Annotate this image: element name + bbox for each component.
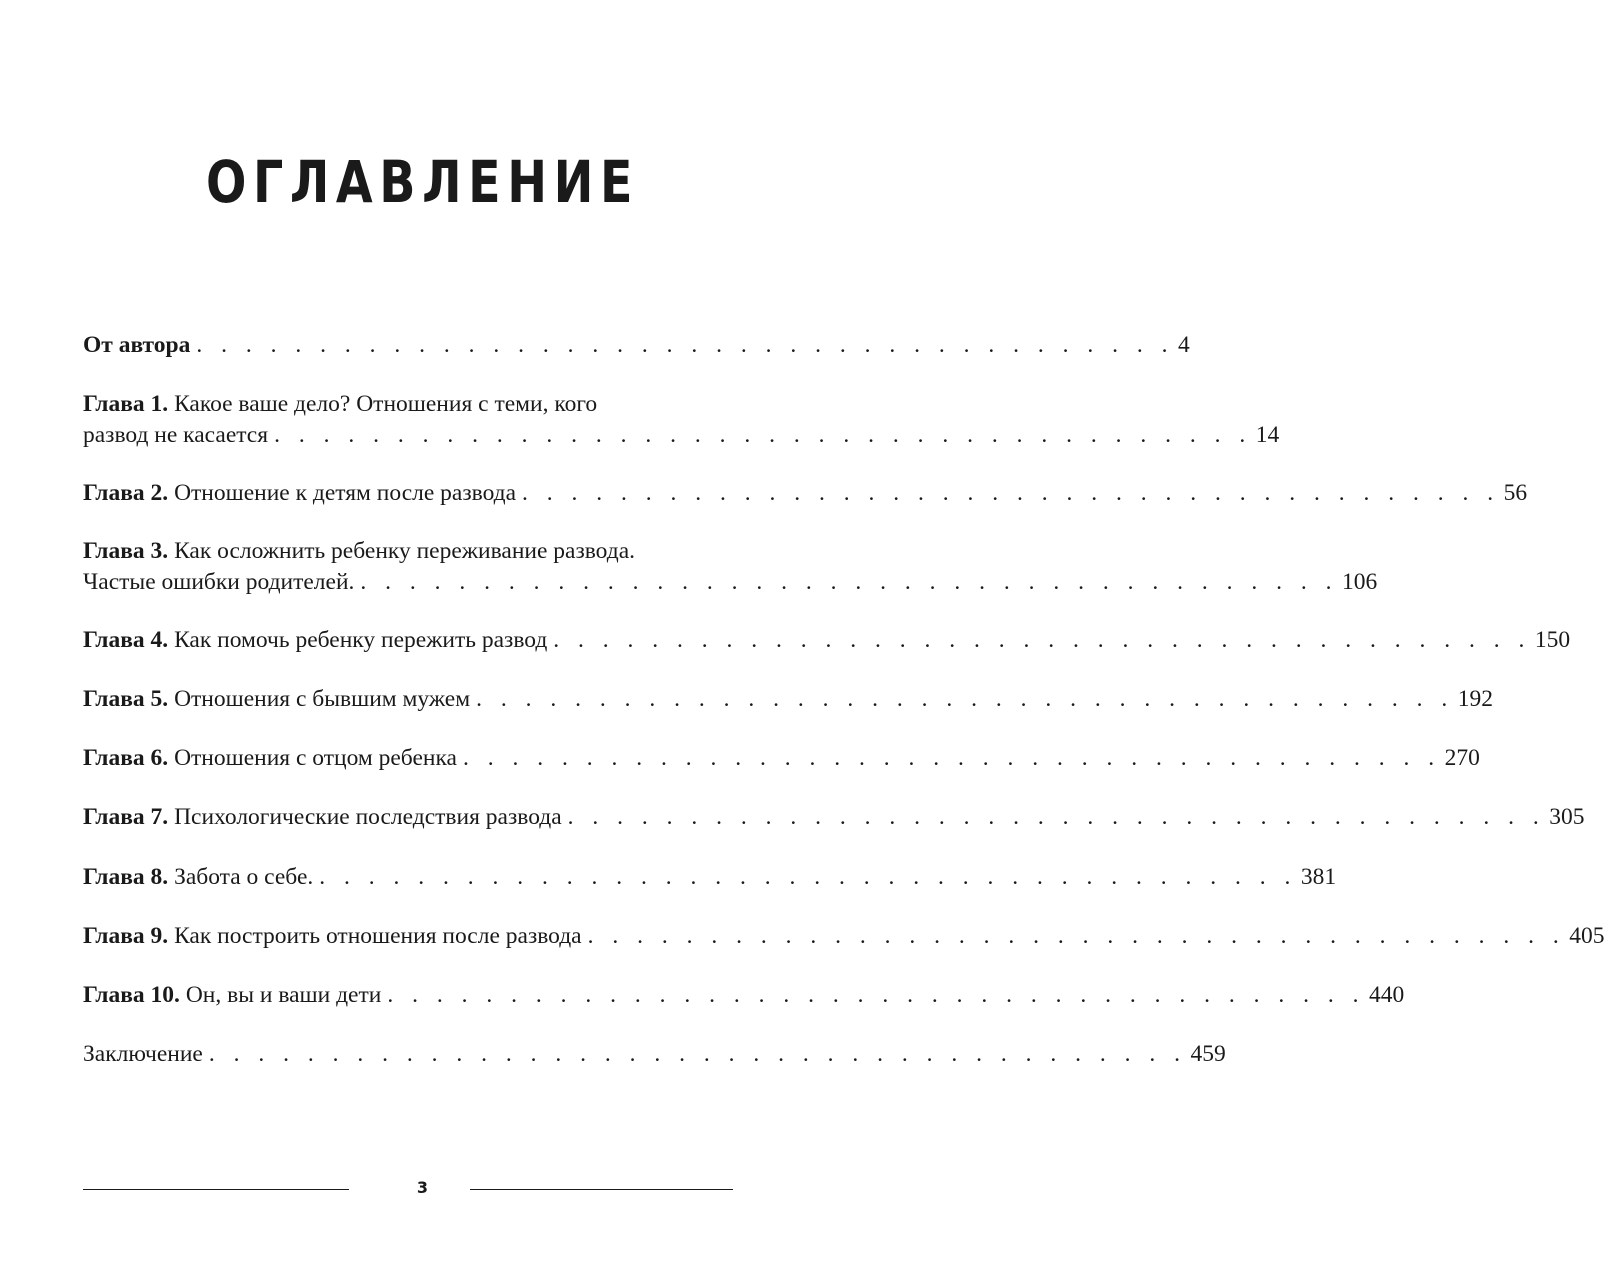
toc-entry-title: Какое ваше дело? Отношения с теми, кого — [174, 391, 598, 417]
toc-entry-page: 305 — [1549, 804, 1585, 830]
dot-leader: . . . . . . . . . . . . . . . . . . . . . . . . . . . . . . . . . . . . . . . . — [319, 864, 1297, 890]
toc-entry-page: 270 — [1444, 745, 1480, 771]
dot-leader: . . . . . . . . . . . . . . . . . . . . . . . . . . . . . . . . . . . . . . . . — [462, 745, 1441, 771]
toc-entry-page: 106 — [1342, 569, 1378, 595]
toc-entry-page: 56 — [1503, 480, 1528, 506]
toc-entry-page: 150 — [1534, 627, 1571, 653]
dot-leader: . . . . . . . . . . . . . . . . . . . . . . . . . . . . . . . . . . . . . . . . — [274, 422, 1252, 448]
dot-leader: . . . . . . . . . . . . . . . . . . . . . . . . . . . . . . . . . . . . . . . . — [387, 982, 1365, 1008]
toc-entry-page: 14 — [1255, 422, 1280, 448]
toc-entry-label: Глава 7. — [83, 804, 169, 830]
toc-entry-page: 381 — [1300, 864, 1337, 890]
toc-entry-conclusion[interactable] — [83, 1039, 1226, 1070]
toc-entry-title: Отношения с отцом ребенка — [174, 745, 457, 771]
toc-entry-chapter-4[interactable] — [83, 625, 1571, 656]
toc-entry-page: 192 — [1457, 686, 1493, 712]
toc-entry-chapter-5[interactable] — [83, 684, 1493, 715]
toc-entry-label: Глава 8. — [83, 864, 169, 890]
page-footer — [0, 1178, 845, 1202]
toc-entry-chapter-6[interactable] — [83, 743, 1480, 774]
toc-entry-page: 4 — [1177, 332, 1190, 358]
dot-leader: . . . . . . . . . . . . . . . . . . . . . . . . . . . . . . . . . . . . . . . . — [196, 332, 1174, 358]
toc-entry-label: Глава 2. — [83, 480, 169, 506]
dot-leader: . . . . . . . . . . . . . . . . . . . . . . . . . . . . . . . . . . . . . . . . — [522, 480, 1500, 506]
toc-entry-title: Как помочь ребенку пережить развод — [174, 627, 548, 653]
toc-entry-label: Глава 6. — [83, 745, 169, 771]
toc-entry-chapter-9[interactable] — [83, 921, 1605, 952]
toc-entry-title: Как построить отношения после развода — [174, 923, 582, 949]
footer-rule-right — [470, 1189, 733, 1190]
page-number: 3 — [416, 1178, 429, 1197]
toc-entry-title: Он, вы и ваши дети — [185, 982, 382, 1008]
toc-entry-page: 405 — [1569, 923, 1605, 949]
page-title: ОГЛАВЛЕНИЕ — [206, 148, 639, 216]
toc-entry-title-cont: развод не касается — [83, 422, 269, 448]
dot-leader: . . . . . . . . . . . . . . . . . . . . . . . . . . . . . . . . . . . . . . . . — [208, 1041, 1187, 1067]
dot-leader: . . . . . . . . . . . . . . . . . . . . . . . . . . . . . . . . . . . . . . . . — [476, 686, 1454, 712]
dot-leader: . . . . . . . . . . . . . . . . . . . . . . . . . . . . . . . . . . . . . . . . — [360, 569, 1339, 595]
toc-entry-label: Глава 5. — [83, 686, 169, 712]
toc-entry-label: От автора — [83, 332, 191, 358]
toc-entry-chapter-1[interactable] — [83, 389, 1280, 451]
toc-entry-from-author[interactable] — [83, 330, 1190, 361]
dot-leader: . . . . . . . . . . . . . . . . . . . . . . . . . . . . . . . . . . . . . . . . — [553, 627, 1531, 653]
toc-entry-chapter-10[interactable] — [83, 980, 1405, 1011]
toc-entry-title: Забота о себе. — [174, 864, 314, 890]
toc-entry-label: Глава 4. — [83, 627, 169, 653]
toc-entry-chapter-8[interactable] — [83, 862, 1337, 893]
toc-entry-page: 459 — [1190, 1041, 1226, 1067]
toc-entry-label: Глава 3. — [83, 538, 169, 564]
toc-entry-title: Психологические последствия развода — [174, 804, 562, 830]
toc-entry-title: Как осложнить ребенку переживание развода. — [174, 538, 636, 564]
toc-entry-label: Глава 1. — [83, 391, 169, 417]
toc-entry-page: 440 — [1368, 982, 1405, 1008]
toc-entry-title: Заключение — [83, 1041, 203, 1067]
toc-entry-label: Глава 10. — [83, 982, 180, 1008]
toc-entry-title: Отношения с бывшим мужем — [174, 686, 471, 712]
toc-entry-title-cont: Частые ошибки родителей. — [83, 569, 355, 595]
toc-entry-chapter-7[interactable] — [83, 802, 1585, 833]
toc-entry-chapter-2[interactable] — [83, 478, 1528, 509]
dot-leader: . . . . . . . . . . . . . . . . . . . . . . . . . . . . . . . . . . . . . . . . — [567, 804, 1546, 830]
toc-entry-chapter-3[interactable] — [83, 536, 1378, 598]
dot-leader: . . . . . . . . . . . . . . . . . . . . . . . . . . . . . . . . . . . . . . . . — [587, 923, 1566, 949]
toc-entry-title: Отношение к детям после развода — [174, 480, 517, 506]
toc-entry-label: Глава 9. — [83, 923, 169, 949]
